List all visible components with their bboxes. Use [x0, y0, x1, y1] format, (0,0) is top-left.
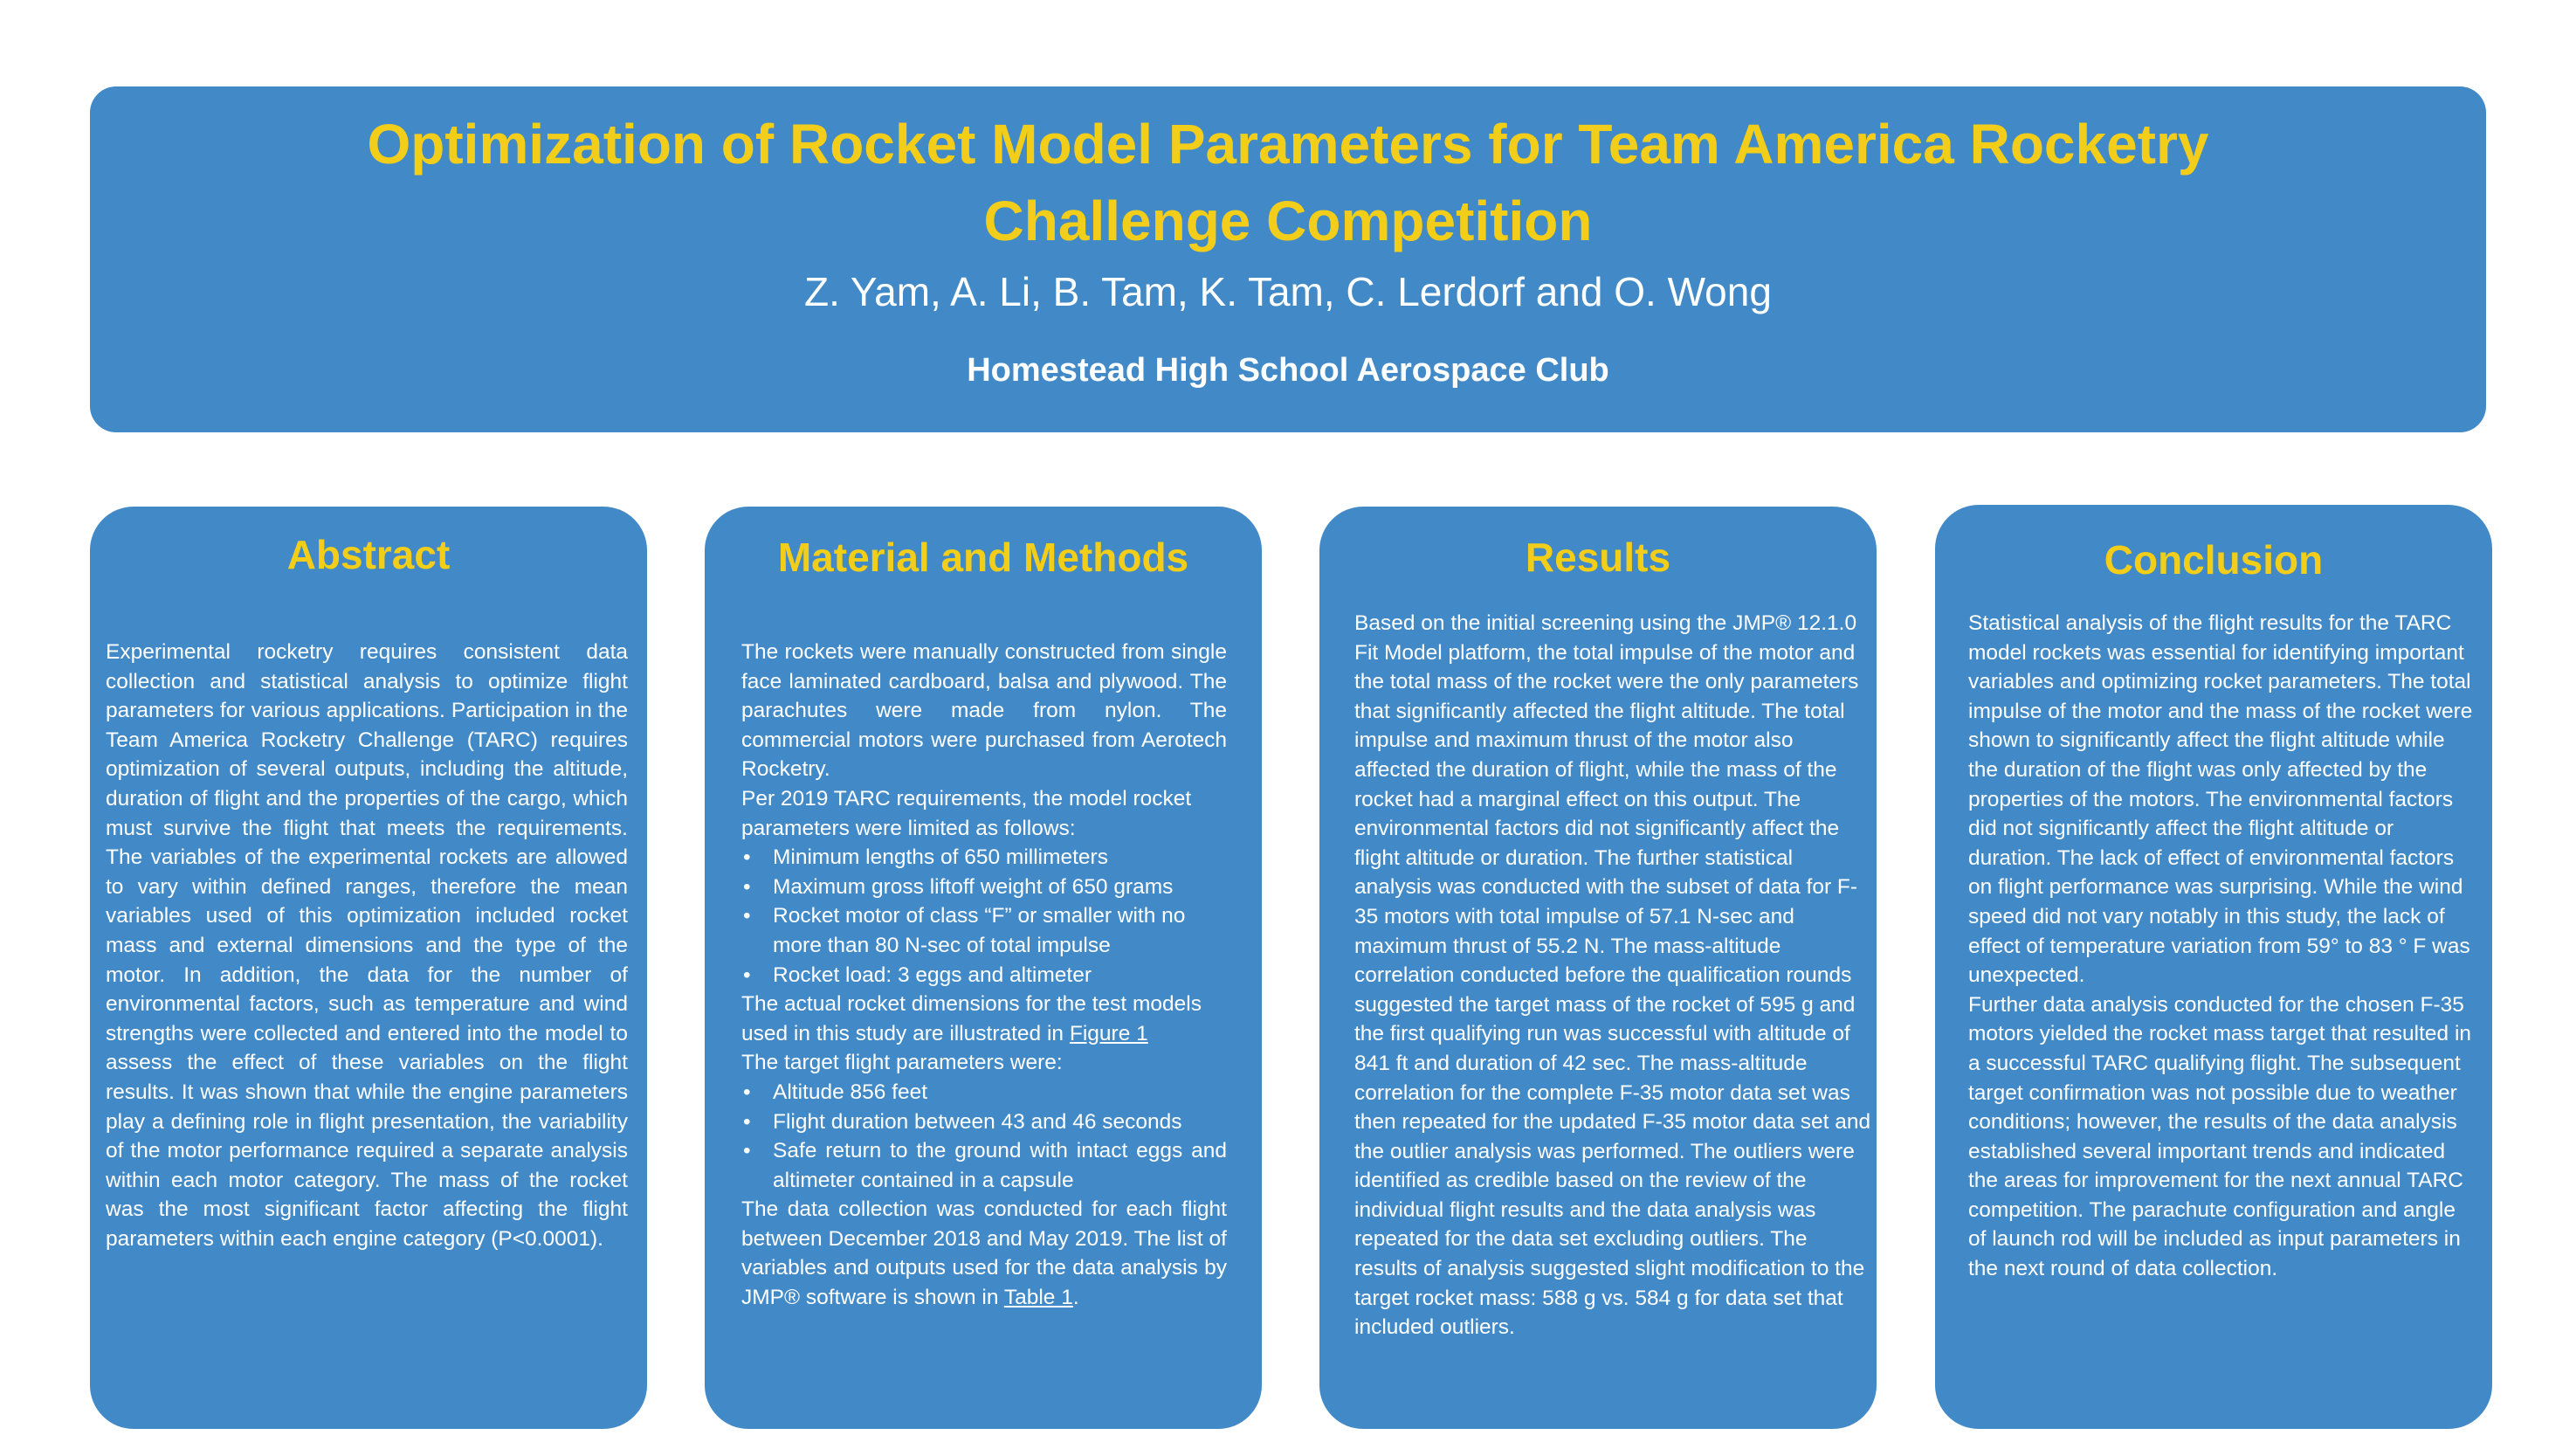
abstract-text: Experimental rocketry requires consistent data collection and statistical analysis to optimize flight parameters for various applications. Participation in the Team America Rocketry Challenge (TARC) requires optimization of several outputs, including the altitude, duration of flight and the properties of the cargo, which must survive the flight that meets the requirements. The variables of the experimental rockets are allowed to vary within defined ranges, therefore the mean variables used of this optimization included rocket mass and external dimensions and the type of the motor. In addition, the data for the number of environmental factors, such as temperature and wind strengths were collected and entered into the model to assess the effect of these variables on the flight results. It was shown that while the engine parameters play a defining role in flight presentation, the variability of the motor performance required a separate analysis within each motor category. The mass of the rocket was the most significant factor affecting the flight parameters within each engine category (P<0.0001). — [106, 640, 628, 1251]
conclusion-card — [1935, 505, 2492, 1429]
title-line-2: Challenge Competition — [983, 190, 1593, 252]
list-item: • Flight duration between 43 and 46 seconds — [741, 1107, 1227, 1137]
methods-title: Material and Methods — [777, 535, 1189, 580]
methods-dims — [741, 990, 1227, 1048]
methods-target-intro: The target flight parameters were: — [741, 1051, 1063, 1075]
list-item: • Altitude 856 feet — [741, 1078, 1227, 1107]
poster-title — [90, 106, 2486, 259]
affiliation: Homestead High School Aerospace Club — [967, 352, 1609, 389]
methods-dims-text: The actual rocket dimensions for the test models used in this study are illustrated in — [741, 992, 1202, 1045]
list-item: • Rocket load: 3 eggs and altimeter — [741, 961, 1227, 990]
table-1-link[interactable]: Table 1 — [1003, 1286, 1073, 1310]
methods-collection-text: The data collection was conducted for each flight between December 2018 and May 2019. The list of variables and outputs used for the data analysis by JMP® software is shown in — [741, 1197, 1227, 1310]
title-line-1: Optimization of Rocket Model Parameters for Team America Rocketry — [367, 113, 2209, 176]
abstract-title: Abstract — [286, 532, 451, 577]
methods-body — [741, 638, 1227, 1313]
methods-card — [705, 507, 1262, 1429]
abstract-card — [90, 507, 647, 1429]
list-item: • Minimum lengths of 650 millimeters — [741, 843, 1227, 873]
conclusion-title: Conclusion — [2104, 537, 2324, 583]
results-text: Based on the initial screening using the JMP® 12.1.0 Fit Model platform, the total impulse of the motor and the total mass of the rocket were the only parameters that significantly affected the flight altitude. The total impulse and maximum thrust of the motor also affected the duration of flight, while the mass of the rocket had a marginal effect on this output. The environmental factors did not significantly affect the flight altitude or duration. The further statistical analysis was conducted with the subset of data for F-35 motors with total impulse of 57.1 N-sec and maximum thrust of 55.2 N. The mass-altitude correlation conducted before the qualification rounds suggested the target mass of the rocket of 595 g and the first qualifying run was successful with altitude of 841 ft and duration of 42 sec. The mass-altitude correlation for the complete F-35 motor data set was then repeated for the updated F-35 motor data set and the outlier analysis was performed. The outliers were identified as credible based on the review of the individual flight results and the data analysis was repeated for the data set excluding outliers. The results of analysis suggested slight modification to the target rocket mass: 588 g vs. 584 g for data set that included outliers. — [1354, 611, 1871, 1340]
list-item: • Safe return to the ground with intact eggs and altimeter contained in a capsule — [741, 1136, 1227, 1195]
methods-limits-intro: Per 2019 TARC requirements, the model rocket parameters were limited as follows: — [741, 786, 1192, 840]
limits-list — [741, 843, 1227, 990]
period: . — [1072, 1286, 1079, 1310]
list-item: • Rocket motor of class “F” or smaller with no more than 80 N-sec of total impulse — [741, 901, 1227, 960]
methods-intro: The rockets were manually constructed from single face laminated cardboard, balsa and plywood. The parachutes were made from nylon. The commercial motors were purchased from Aerotech Rocketry. — [741, 640, 1227, 782]
conclusion-para-2: Further data analysis conducted for the chosen F-35 motors yielded the rocket mass target that resulted in a successful TARC qualifying flight. The subsequent target confirmation was not possible due to weather conditions; however, the results of the data analysis established several important trends and indicated the areas for improvement for the next annual TARC competition. The parachute configuration and angle of launch rod will be included as input parameters in the next round of data collection. — [1968, 992, 2472, 1281]
list-item: • Maximum gross liftoff weight of 650 grams — [741, 873, 1227, 902]
results-body — [1354, 609, 1871, 1342]
targets-list — [741, 1078, 1227, 1195]
results-title: Results — [1525, 535, 1671, 580]
header-banner — [90, 86, 2486, 432]
figure-1-link[interactable]: Figure 1 — [1069, 1021, 1148, 1045]
conclusion-body — [1968, 609, 2478, 1284]
results-card — [1319, 507, 1877, 1429]
authors: Z. Yam, A. Li, B. Tam, K. Tam, C. Lerdorf and O. Wong — [804, 269, 1772, 314]
conclusion-para-1: Statistical analysis of the flight results for the TARC model rockets was essential for identifying important variables and optimizing rocket parameters. The total impulse of the motor and the mass of the rocket were shown to significantly affect the flight altitude while the duration of the flight was only affected by the properties of the motors. The environmental factors did not significantly affect the flight altitude or duration. The lack of effect of environmental factors on flight performance was surprising. While the wind speed did not vary notably in this study, the lack of effect of temperature variation from 59° to 83 ° F was unexpected. — [1968, 611, 2473, 988]
abstract-body — [106, 638, 628, 1253]
methods-collection — [741, 1195, 1227, 1312]
